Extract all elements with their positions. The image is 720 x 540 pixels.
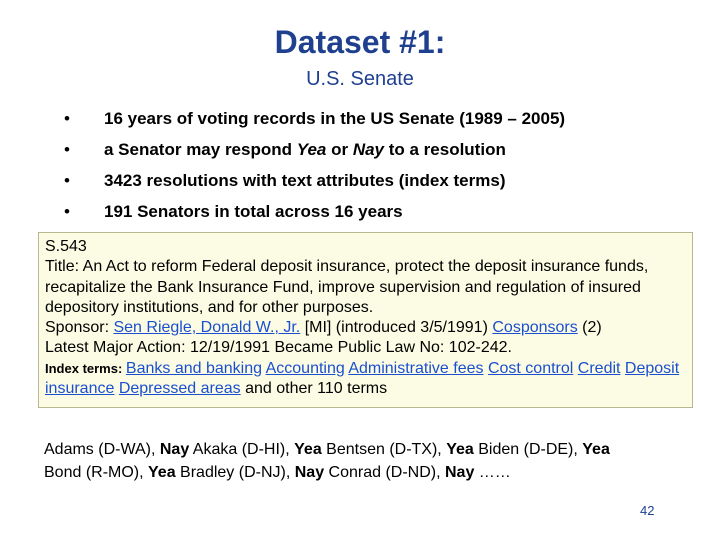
vote-ellipsis: …… <box>474 464 511 481</box>
bullet-icon: • <box>64 171 70 190</box>
bullet-item <box>60 106 680 137</box>
index-term-link[interactable]: Accounting <box>265 359 345 377</box>
index-term-link[interactable]: Deposit insurance <box>45 359 680 398</box>
vote-senator: Biden (D-DE), <box>473 441 583 458</box>
resolution-title: Title: An Act to reform Federal deposit insurance, protect the deposit insurance funds, recapitalize the Bank Insurance Fund, improve supervision and regulation of insured depository institutions, and for other purposes. <box>45 258 649 316</box>
sponsor-link[interactable]: Sen Riegle, Donald W., Jr. <box>113 319 301 337</box>
vote-value: Nay <box>445 464 475 481</box>
vote-senator: Bond (R-MO), <box>44 464 149 481</box>
vote-senator: Bentsen (D-TX), <box>321 441 447 458</box>
resolution-card <box>38 232 693 408</box>
bullet-list <box>60 106 680 230</box>
vote-value: Yea <box>582 441 610 458</box>
vote-value: Yea <box>148 464 176 481</box>
bullet-text: or <box>326 140 353 159</box>
index-term-link[interactable]: Credit <box>577 359 621 377</box>
cosponsors-count: (2) <box>577 319 602 337</box>
page-number: 42 <box>640 503 655 518</box>
cosponsors-link[interactable]: Cosponsors <box>492 319 578 337</box>
votes-list <box>44 438 704 484</box>
vote-value: Yea <box>446 441 474 458</box>
bullet-item <box>60 137 680 168</box>
slide-subtitle: U.S. Senate <box>306 68 414 90</box>
vote-value: Nay <box>159 441 190 458</box>
bullet-icon: • <box>64 140 70 159</box>
vote-senator: Bradley (D-NJ), <box>175 464 295 481</box>
index-terms-more: and other 110 terms <box>240 380 388 398</box>
bullet-text: 16 years of voting records in the US Senate (1989 – 2005) <box>104 109 566 128</box>
bullet-text-nay: Nay <box>352 140 384 159</box>
vote-value: Yea <box>294 441 322 458</box>
bullet-icon: • <box>64 202 70 221</box>
index-terms-label: Index terms: <box>45 360 126 376</box>
index-terms-line <box>45 359 686 400</box>
slide-title: Dataset #1: <box>274 24 446 60</box>
bullet-icon: • <box>64 109 70 128</box>
index-term-link[interactable]: Depressed areas <box>118 380 241 398</box>
sponsor-detail: [MI] (introduced 3/5/1991) <box>300 319 493 337</box>
vote-value: Nay <box>294 464 325 481</box>
bullet-text: 3423 resolutions with text attributes (index terms) <box>104 171 506 190</box>
vote-senator: Akaka (D-HI), <box>189 441 295 458</box>
resolution-major-action: Latest Major Action: 12/19/1991 Became Public Law No: 102-242. <box>45 339 512 357</box>
bullet-text: 191 Senators in total across 16 years <box>104 202 403 221</box>
index-term-link[interactable]: Administrative fees <box>348 359 484 377</box>
index-term-link[interactable]: Cost control <box>487 359 574 377</box>
bullet-item <box>60 199 680 230</box>
vote-senator: Conrad (D-ND), <box>324 464 445 481</box>
vote-senator: Adams (D-WA), <box>44 441 160 458</box>
bullet-text: to a resolution <box>384 140 506 159</box>
bullet-item <box>60 168 680 199</box>
bullet-text-yea: Yea <box>296 140 327 159</box>
sponsor-label: Sponsor: <box>45 319 114 337</box>
resolution-sponsor-line <box>45 318 686 338</box>
index-term-link[interactable]: Banks and banking <box>125 359 263 377</box>
resolution-id: S.543 <box>45 238 87 255</box>
bullet-text: a Senator may respond <box>104 140 297 159</box>
